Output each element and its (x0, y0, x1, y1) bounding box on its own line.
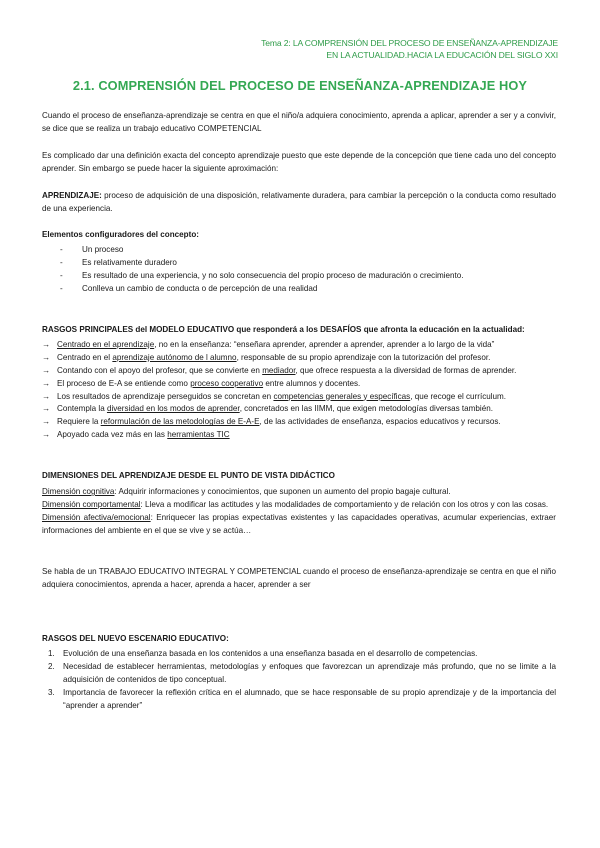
section-title: 2.1. COMPRENSIÓN DEL PROCESO DE ENSEÑANZA-APRENDIZAJE HOY (72, 78, 528, 93)
arrow-icon: → (42, 391, 51, 401)
item-number: 1. (48, 649, 55, 659)
item-text: Contando con el apoyo del profesor, que se convierte en (57, 365, 263, 375)
complicated-paragraph: Es complicado dar una definición exacta del concepto aprendizaje puesto que este depende de la concepción que tiene cada uno del concepto aprender. Sin embargo se puede hacer la siguiente aproximación: (42, 150, 556, 173)
list-item: - Un proceso (42, 244, 556, 257)
header-line-1: Tema 2: LA COMPRENSIÓN DEL PROCESO DE ENSEÑANZA-APRENDIZAJE (261, 38, 558, 48)
list-item (42, 661, 556, 687)
dimensiones-heading: DIMENSIONES DEL APRENDIZAJE DESDE EL PUNTO DE VISTA DIDÁCTICO (42, 471, 335, 481)
rasgos-heading (42, 324, 556, 337)
intro-paragraph: Cuando el proceso de enseñanza-aprendizaje se centra en que el niño/a adquiera conocimiento, aprenda a aplicar, aprender a ser y a convivir, se dice que se realiza un trabajo educativo COMPETENCIAL (42, 111, 556, 133)
item-text: Importancia de favorecer la reflexión crítica en el alumnado, que se hace responsable de su propio aprendizaje y de la importancia del “aprender a aprender” (63, 688, 556, 710)
item-number: 2. (48, 662, 55, 672)
list-item: - Es relativamente duradero (42, 257, 556, 270)
underlined-term: reformulación de las metodologías de E-A-E (100, 417, 260, 427)
underlined-term: mediador (262, 365, 296, 375)
elements-list (42, 244, 556, 296)
arrow-icon: → (42, 378, 51, 388)
item-text: , de las actividades de enseñanza, espacios educativos y recursos. (259, 417, 501, 427)
item-text: , que recoge el currículum. (410, 391, 507, 401)
rasgos-heading-b: que afronta la educación en la actualidad: (361, 324, 525, 334)
underlined-term: aprendizaje autónomo de l alumno (112, 352, 237, 362)
dimension-text: : Lleva a modificar las actitudes y las modalidades de comportamiento y de relación con los otros y con las cosas. (140, 499, 549, 509)
definition-text: proceso de adquisición de una disposición, relativamente duradera, para cambiar la percepción o la conducta como resultado de una experiencia. (42, 190, 556, 213)
running-header (261, 37, 558, 61)
item-text: Centrado en el (57, 352, 113, 362)
arrow-icon: → (42, 430, 51, 440)
item-text: Apoyado cada vez más en las (57, 430, 168, 440)
underlined-term: herramientas TIC (167, 430, 230, 440)
item-text: Los resultados de aprendizaje perseguidos se concretan en (57, 391, 274, 401)
item-text: entre alumnos y docentes. (263, 378, 361, 388)
dimension-cognitiva (42, 486, 556, 499)
list-item: - Es resultado de una experiencia, y no solo consecuencia del propio proceso de maduración o crecimiento. (42, 270, 556, 283)
dimension-comportamental (42, 499, 556, 512)
rasgos-list (42, 339, 556, 442)
item-text: Requiere la (57, 417, 101, 427)
item-text: , que ofrece respuesta a la diversidad de formas de aprender. (295, 365, 517, 375)
underlined-term: Centrado en el aprendizaje (57, 339, 155, 349)
dimension-label: Dimensión cognitiva (42, 487, 115, 497)
item-text: , no en la enseñanza: “enseñara aprender, aprender a aprender, aprender a lo largo de la vida” (154, 339, 495, 349)
dimension-label: Dimensión comportamental (42, 499, 141, 509)
item-text: Necesidad de establecer herramientas, metodologías y enfoques que favorezcan un aprendizaje más profundo, que no se limite a la adquisición de contenidos de tipo conceptual. (63, 662, 556, 685)
escenario-heading: RASGOS DEL NUEVO ESCENARIO EDUCATIVO: (42, 634, 229, 644)
underlined-term: proceso cooperativo (190, 378, 264, 388)
item-text: El proceso de E-A se entiende como (57, 378, 191, 388)
arrow-icon: → (42, 352, 51, 362)
item-text: Evolución de una enseñanza basada en los contenidos a una enseñanza basada en el desarrollo de competencias. (63, 649, 478, 659)
content-body (42, 110, 556, 713)
arrow-icon: → (42, 339, 51, 349)
escenario-list (42, 648, 556, 713)
list-item (42, 378, 556, 391)
dimension-label: Dimensión afectiva/emocional (42, 512, 151, 522)
rasgos-heading-a: RASGOS PRINCIPALES del MODELO EDUCATIVO que responderá a los DESAFÍOS (42, 324, 362, 334)
elements-heading: Elementos configuradores del concepto: (42, 230, 199, 240)
list-item (42, 365, 556, 378)
dimension-text: : Enriquecer las propias expectativas existentes y las capacidades operativas, acumular experiencias, extraer informaciones del ambiente en el que se vive y se actúa… (42, 512, 556, 535)
arrow-icon: → (42, 417, 51, 427)
underlined-term: diversidad en los modos de aprender (106, 404, 240, 414)
definition-paragraph (42, 190, 556, 216)
header-line-2: EN LA ACTUALIDAD.HACIA LA EDUCACIÓN DEL SIGLO XXI (326, 50, 558, 60)
list-item (42, 391, 556, 404)
list-item (42, 403, 556, 416)
underlined-term: competencias generales y específicas (273, 391, 411, 401)
list-item (42, 352, 556, 365)
list-item (42, 416, 556, 429)
item-text: Contempla la (57, 404, 107, 414)
dimension-afectiva (42, 512, 556, 538)
definition-term: APRENDIZAJE: (42, 190, 102, 200)
list-item (42, 429, 556, 442)
arrow-icon: → (42, 365, 51, 375)
list-item (42, 339, 556, 352)
item-text: , concretados en las IIMM, que exigen metodologías diversas también. (239, 404, 493, 414)
list-item (42, 648, 556, 661)
item-text: , responsable de su propio aprendizaje con la tutorización del profesor. (236, 352, 491, 362)
list-item: - Conlleva un cambio de conducta o de percepción de una realidad (42, 283, 556, 296)
dimension-text: : Adquirir informaciones y conocimientos, que suponen un aumento del propio bagaje cultural. (114, 487, 451, 497)
arrow-icon: → (42, 404, 51, 414)
trabajo-paragraph: Se habla de un TRABAJO EDUCATIVO INTEGRAL Y COMPETENCIAL cuando el proceso de enseñanza-aprendizaje se centra en que el niño adquiera conocimientos, aprenda a hacer, aprenda a hacer, aprender a ser (42, 566, 556, 589)
list-item (42, 687, 556, 713)
item-number: 3. (48, 688, 55, 698)
